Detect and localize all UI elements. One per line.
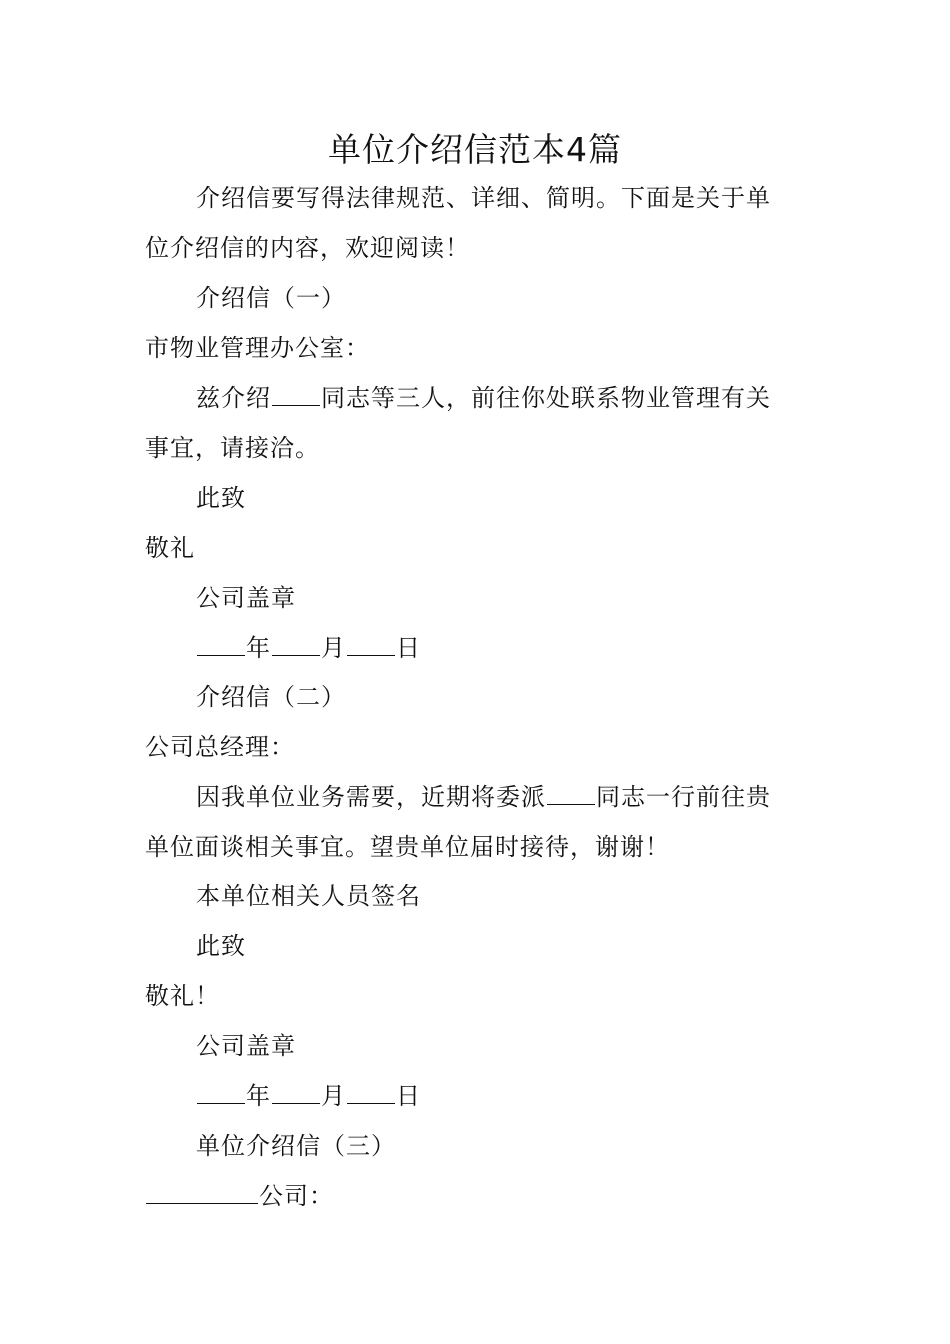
letter-2-body-part-b: 同志一行前往贵 — [596, 783, 771, 811]
letter-1-body-part-a: 兹介绍 — [196, 384, 271, 412]
intro-line-2: 位介绍信的内容，欢迎阅读！ — [145, 234, 470, 262]
name-blank — [547, 780, 595, 805]
letter-3-heading: 单位介绍信（三） — [196, 1132, 396, 1160]
month-blank — [272, 631, 320, 656]
letter-2-body-line-2: 单位面谈相关事宜。望贵单位届时接待，谢谢！ — [145, 833, 670, 861]
letter-2-seal: 公司盖章 — [196, 1032, 296, 1060]
day-blank — [347, 1079, 395, 1104]
letter-2-closing-2: 敬礼！ — [145, 982, 220, 1010]
day-label: 日 — [396, 1082, 421, 1110]
month-label: 月 — [321, 1082, 346, 1110]
letter-2-body-part-a: 因我单位业务需要，近期将委派 — [196, 783, 546, 811]
letter-1-body-part-b: 同志等三人，前往你处联系物业管理有关 — [321, 384, 771, 412]
intro-line-1: 介绍信要写得法律规范、详细、简明。下面是关于单 — [196, 184, 771, 212]
letter-1-recipient: 市物业管理办公室： — [145, 334, 370, 362]
year-label: 年 — [246, 1082, 271, 1110]
letter-2-closing-1: 此致 — [196, 932, 246, 960]
letter-1-closing-1: 此致 — [196, 484, 246, 512]
letter-2-heading: 介绍信（二） — [196, 683, 346, 711]
letter-2-date — [196, 1079, 421, 1113]
page-title: 单位介绍信范本4篇 — [328, 130, 622, 169]
year-blank — [197, 631, 245, 656]
letter-2-recipient: 公司总经理： — [145, 733, 295, 761]
letter-1-body-line-1 — [196, 381, 771, 415]
letter-1-closing-2: 敬礼 — [145, 534, 195, 562]
letter-1-date — [196, 631, 421, 665]
day-blank — [347, 631, 395, 656]
year-label: 年 — [246, 634, 271, 662]
letter-1-seal: 公司盖章 — [196, 584, 296, 612]
name-blank — [272, 381, 320, 406]
letter-2-body-line-1 — [196, 780, 771, 814]
letter-2-signature: 本单位相关人员签名 — [196, 882, 421, 910]
letter-3-recipient-suffix: 公司： — [259, 1182, 334, 1210]
month-blank — [272, 1079, 320, 1104]
day-label: 日 — [396, 634, 421, 662]
company-name-blank — [146, 1179, 258, 1204]
letter-1-body-line-2: 事宜，请接洽。 — [145, 434, 320, 462]
letter-3-recipient — [145, 1179, 334, 1213]
month-label: 月 — [321, 634, 346, 662]
year-blank — [197, 1079, 245, 1104]
letter-1-heading: 介绍信（一） — [196, 284, 346, 312]
